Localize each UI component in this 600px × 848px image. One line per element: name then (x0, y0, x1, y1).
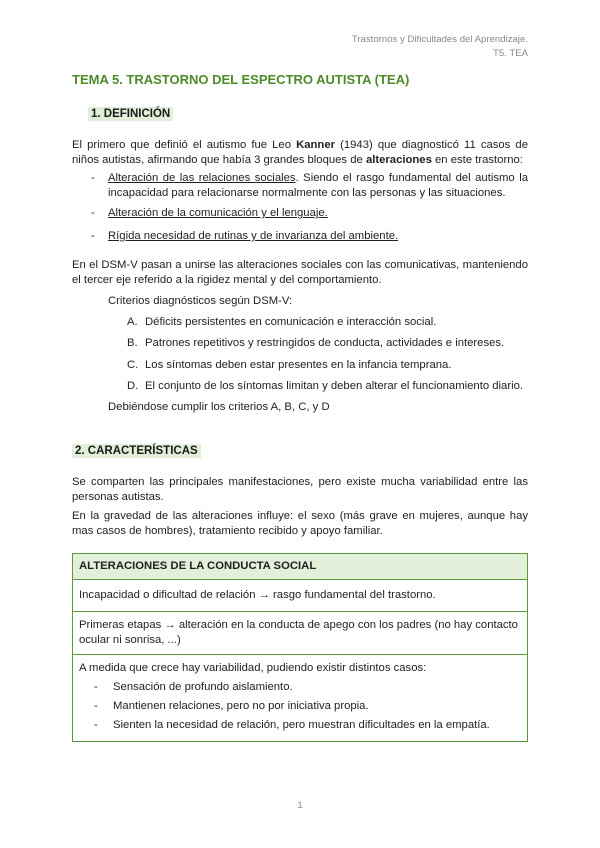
criterion (127, 315, 437, 330)
list-item: - Sensación de profundo aislamiento. (94, 681, 293, 693)
section-heading-definicion: 1. DEFINICIÓN (88, 107, 173, 121)
text: Sienten la necesidad de relación, pero muestran dificultades en la empatía. (113, 719, 490, 731)
intro-paragraph (72, 138, 528, 168)
criterion (127, 336, 505, 351)
section-heading-caracteristicas: 2. CARACTERÍSTICAS (72, 444, 201, 458)
criterion (127, 379, 524, 394)
text: . Siendo el rasgo fundamental del autismo la incapacidad para relacionarse normalmente con las personas y las situaciones. (108, 172, 528, 199)
table-row: Incapacidad o dificultad de relación → rasgo fundamental del trastorno. (73, 580, 528, 612)
criterion-letter: C. (127, 359, 139, 371)
text: (1943) que diagnosticó 11 casos de niños autistas, afirmando que había 3 grandes bloques de (72, 139, 528, 166)
criterion-letter: A. (127, 316, 138, 328)
text: en este trastorno: (431, 154, 523, 166)
paragraph: En la gravedad de las alteraciones influye: el sexo (más grave en mujeres, aunque hay mas casos de hombres), tratamiento recibido y apoyo familiar. (72, 510, 528, 537)
dsm-paragraph: En el DSM-V pasan a unirse las alteraciones sociales con las comunicativas, manteniendo el tercer eje referido a la rigidez mental y del comportamiento. (72, 259, 528, 286)
page-title: TEMA 5. TRASTORNO DEL ESPECTRO AUTISTA (TEA) (72, 72, 410, 87)
table-row (73, 655, 528, 742)
criteria-title: Criterios diagnósticos según DSM-V: (108, 295, 293, 307)
underlined-text: Rígida necesidad de rutinas y de invarianza del ambiente. (108, 230, 399, 242)
criteria-note: Debiéndose cumplir los criterios A, B, C, y D (108, 401, 330, 413)
underlined-text: Alteración de las relaciones sociales (108, 172, 296, 184)
kanner-bold: Kanner (296, 139, 335, 151)
header-course: Trastornos y Dificultades del Aprendizaje. (351, 34, 528, 45)
underlined-text: Alteración de la comunicación y el lenguaje. (108, 207, 328, 219)
paragraph: Se comparten las principales manifestaciones, pero existe mucha variabilidad entre las personas autistas. (72, 476, 528, 503)
text: Mantienen relaciones, pero no por iniciativa propia. (113, 700, 369, 712)
text: Sensación de profundo aislamiento. (113, 681, 293, 693)
criterion-text: Los síntomas deben estar presentes en la infancia temprana. (145, 359, 452, 371)
criterion-letter: B. (127, 337, 138, 349)
text: El primero que definió el autismo fue Leo (72, 139, 297, 151)
list-item: - Alteración de la comunicación y el lenguaje. (91, 207, 328, 219)
running-header (352, 33, 528, 61)
criterion-letter: D. (127, 380, 139, 392)
table-row: Primeras etapas → alteración en la conducta de apego con los padres (no hay contacto ocular ni sonrisa, ...) (73, 612, 528, 655)
criterion-text: El conjunto de los síntomas limitan y deben alterar el funcionamiento diario. (145, 380, 524, 392)
criterion-text: Déficits persistentes en comunicación e interacción social. (145, 316, 437, 328)
alteraciones-bold: alteraciones (365, 154, 432, 166)
page-number: 1 (297, 800, 303, 811)
row-intro: A medida que crece hay variabilidad, pudiendo existir distintos casos: (79, 662, 427, 674)
list-item: - Rígida necesidad de rutinas y de invarianza del ambiente. (91, 230, 399, 242)
criterion-text: Patrones repetitivos y restringidos de conducta, actividades e intereses. (145, 337, 505, 349)
table-header: ALTERACIONES DE LA CONDUCTA SOCIAL (73, 554, 528, 580)
list-item: - Mantienen relaciones, pero no por iniciativa propia. (94, 700, 369, 712)
header-topic: T5. TEA (492, 48, 528, 59)
criterion (127, 358, 452, 373)
list-item: - Sienten la necesidad de relación, pero muestran dificultades en la empatía. (94, 719, 490, 731)
list-item: - Alteración de las relaciones sociales. Siendo el rasgo fundamental del autismo la incapacidad para relacionarse normalmente con las personas y las situaciones. (91, 172, 528, 199)
social-conduct-table (72, 553, 528, 742)
